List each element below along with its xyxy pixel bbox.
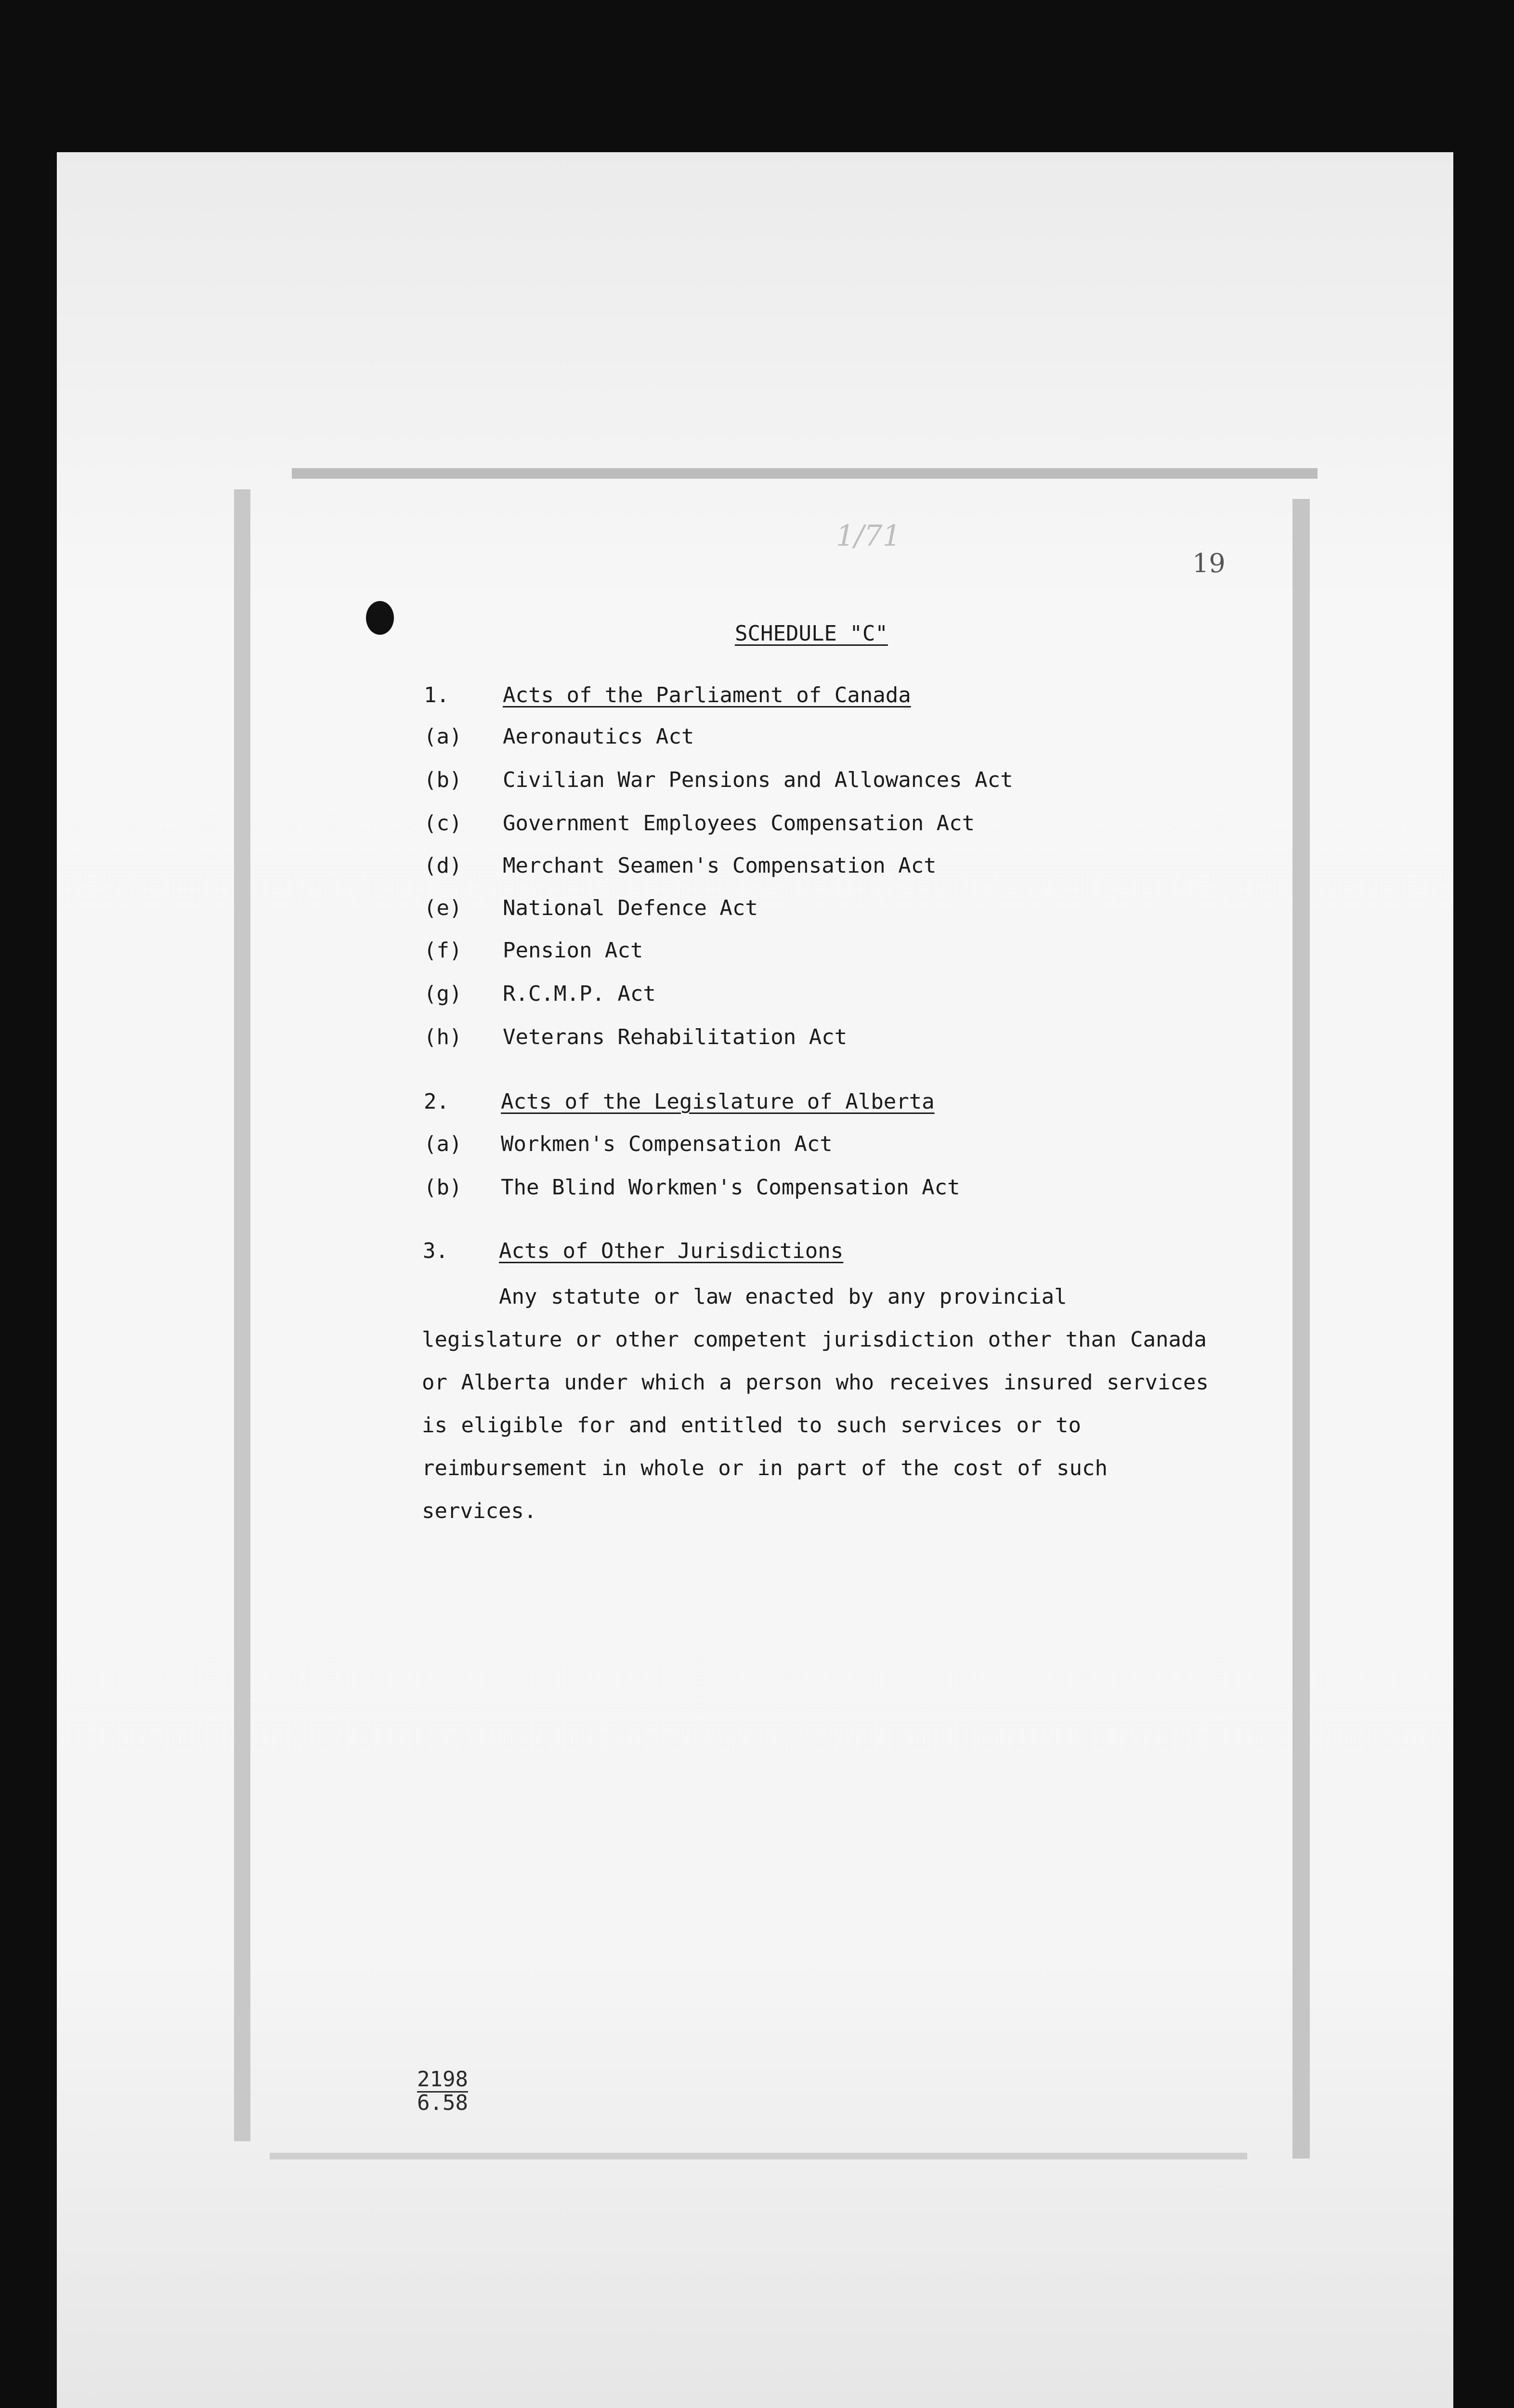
list-item-text: Workmen's Compensation Act xyxy=(501,1132,833,1156)
list-item-text: The Blind Workmen's Compensation Act xyxy=(501,1175,960,1200)
page-edge-bottom xyxy=(270,2153,1247,2159)
section-3-number: 3. xyxy=(423,1239,448,1263)
section-2-number: 2. xyxy=(424,1089,449,1114)
section-3-paragraph: Any statute or law enacted by any provincial legislature or other competent jurisdiction other than Canada or Alberta under which a person who receives insured services is eligible for and entitled to such services or to reimbursement in whole or in part of the cost of such services. xyxy=(422,1284,1209,1523)
list-item-text: Government Employees Compensation Act xyxy=(503,811,975,836)
list-item-text: Pension Act xyxy=(503,938,643,963)
list-item-label: (d) xyxy=(424,853,462,878)
list-item-label: (b) xyxy=(424,768,462,792)
form-number-top: 2198 xyxy=(417,2067,468,2092)
page-edge-right xyxy=(1292,499,1310,2159)
punch-hole xyxy=(366,601,394,635)
list-item-label: (h) xyxy=(424,1025,462,1049)
list-item-text: R.C.M.P. Act xyxy=(503,982,656,1006)
list-item-text: Veterans Rehabilitation Act xyxy=(503,1025,848,1049)
page-edge-top xyxy=(292,468,1318,479)
list-item-text: Aeronautics Act xyxy=(503,724,694,749)
page-number: 19 xyxy=(1192,548,1226,578)
section-1-number: 1. xyxy=(424,683,449,707)
list-item-text: Civilian War Pensions and Allowances Act xyxy=(503,768,1013,792)
list-item-text: National Defence Act xyxy=(503,896,758,920)
list-item-text: Merchant Seamen's Compensation Act xyxy=(503,853,937,878)
section-2-heading: Acts of the Legislature of Alberta xyxy=(501,1089,935,1114)
section-3-heading: Acts of Other Jurisdictions xyxy=(499,1239,844,1263)
list-item-label: (a) xyxy=(424,724,462,749)
schedule-title: SCHEDULE "C" xyxy=(735,621,888,646)
list-item-label: (c) xyxy=(424,811,462,836)
list-item-label: (b) xyxy=(424,1175,462,1200)
pencil-note: 1/71 xyxy=(836,519,901,553)
form-number-bottom: 6.58 xyxy=(417,2091,468,2115)
form-number xyxy=(417,2069,468,2114)
list-item-label: (a) xyxy=(424,1132,462,1156)
section-1-heading: Acts of the Parliament of Canada xyxy=(503,683,911,707)
list-item-label: (g) xyxy=(424,982,462,1006)
list-item-label: (f) xyxy=(424,938,462,963)
list-item-label: (e) xyxy=(424,896,462,920)
page-edge-left xyxy=(234,489,250,2141)
